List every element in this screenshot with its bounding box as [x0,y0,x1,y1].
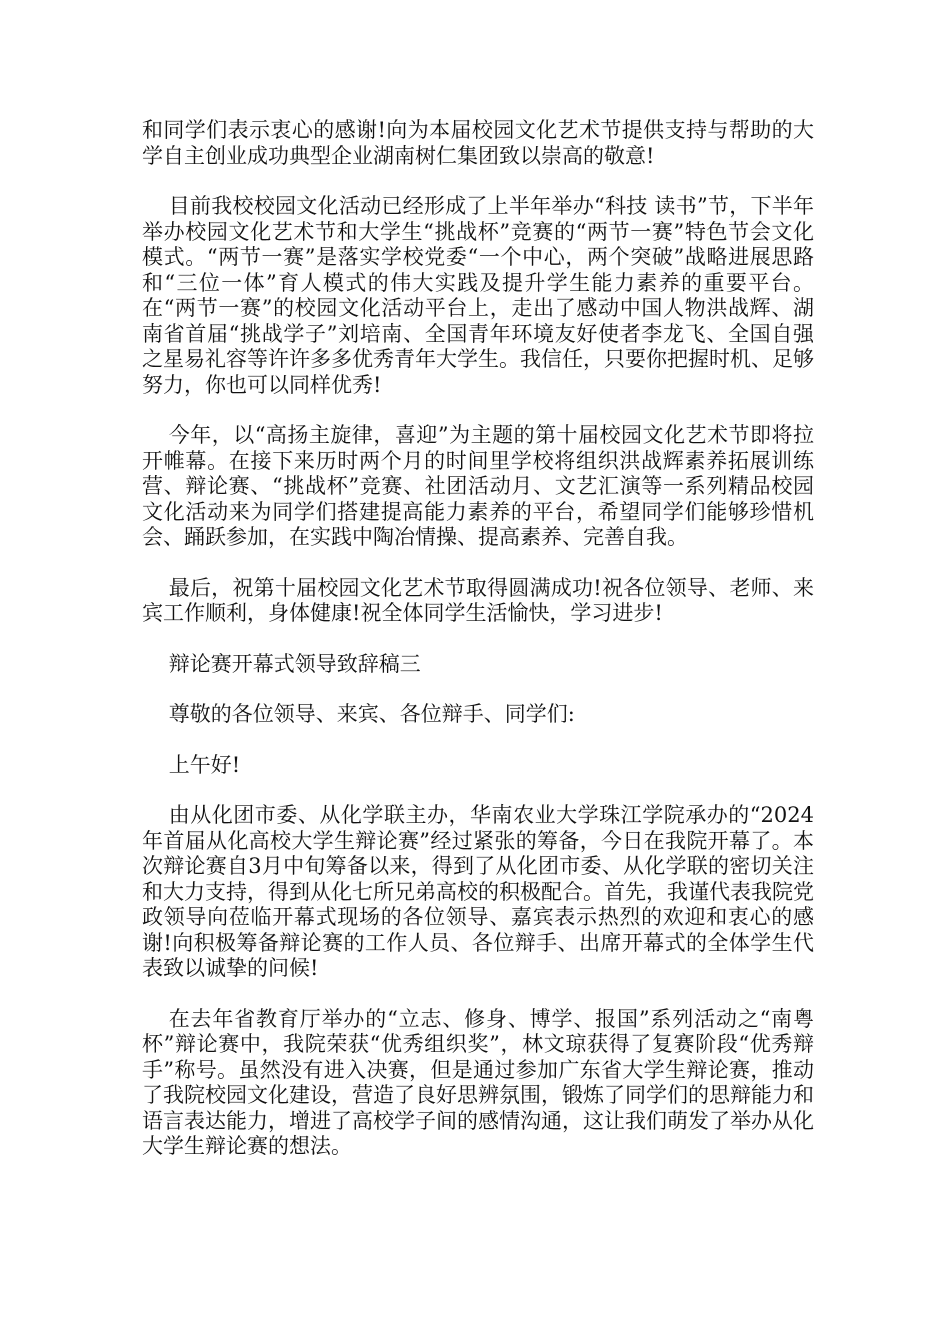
section-heading-speech-three: 辩论赛开幕式领导致辞稿三 [168,651,421,676]
paragraph-campus-culture: 目前我校校园文化活动已经形成了上半年举办“科技 读书”节，下半年举办校园文化艺术节和大学生“挑战杯”竞赛的“两节一赛”特色节会文化模式。“两节一赛”是落实学校党委“一个中心，两个突破”战略进展思路和“三位一体”育人模式的伟大实践及提升学生能力素养的重要平台。在“两节一赛”的校园文化活动平台上，走出了感动中国人物洪战辉、湖南省首届“挑战学子”刘培南、全国青年环境友好使者李龙飞、全国自强之星易礼容等许许多多优秀青年大学生。我信任，只要你把握时机、足够努力，你也可以同样优秀! [142,194,814,397]
paragraph-salutation: 尊敬的各位领导、来宾、各位辩手、同学们: [168,702,575,726]
paragraph-greeting: 上午好! [168,752,241,777]
paragraph-closing-wishes: 最后，祝第十届校园文化艺术节取得圆满成功!祝各位领导、老师、来宾工作顺利，身体健康!祝全体同学生活愉快，学习进步! [142,575,814,625]
document-page [142,118,814,1185]
paragraph-continued-thanks: 和同学们表示衷心的感谢!向为本届校园文化艺术节提供支持与帮助的大学自主创业成功典型企业湖南树仁集团致以崇高的敬意! [142,118,814,168]
paragraph-debate-history: 在去年省教育厅举办的“立志、修身、博学、报国”系列活动之“南粤杯”辩论赛中，我院荣获“优秀组织奖”，林文琼获得了复赛阶段“优秀辩手”称号。虽然没有进入决赛，但是通过参加广东省大学生辩论赛，推动了我院校园文化建设，营造了良好思辨氛围，锻炼了同学们的思辩能力和语言表达能力，增进了高校学子间的感情沟通，这让我们萌发了举办从化大学生辩论赛的想法。 [142,1006,814,1158]
paragraph-debate-opening: 由从化团市委、从化学联主办，华南农业大学珠江学院承办的“2024年首届从化高校大学生辩论赛”经过紧张的筹备，今日在我院开幕了。本次辩论赛自3月中旬筹备以来，得到了从化团市委、从化学联的密切关注和大力支持，得到从化七所兄弟高校的积极配合。首先，我谨代表我院党政领导向莅临开幕式现场的各位领导、嘉宾表示热烈的欢迎和衷心的感谢!向积极筹备辩论赛的工作人员、各位辩手、出席开幕式的全体学生代表致以诚挚的问候! [142,803,814,980]
paragraph-tenth-festival: 今年，以“高扬主旋律，喜迎”为主题的第十届校园文化艺术节即将拉开帷幕。在接下来历时两个月的时间里学校将组织洪战辉素养拓展训练营、辩论赛、“挑战杯”竞赛、社团活动月、文艺汇演等一系列精品校园文化活动来为同学们搭建提高能力素养的平台，希望同学们能够珍惜机会、踊跃参加，在实践中陶冶情操、提高素养、完善自我。 [142,423,814,549]
